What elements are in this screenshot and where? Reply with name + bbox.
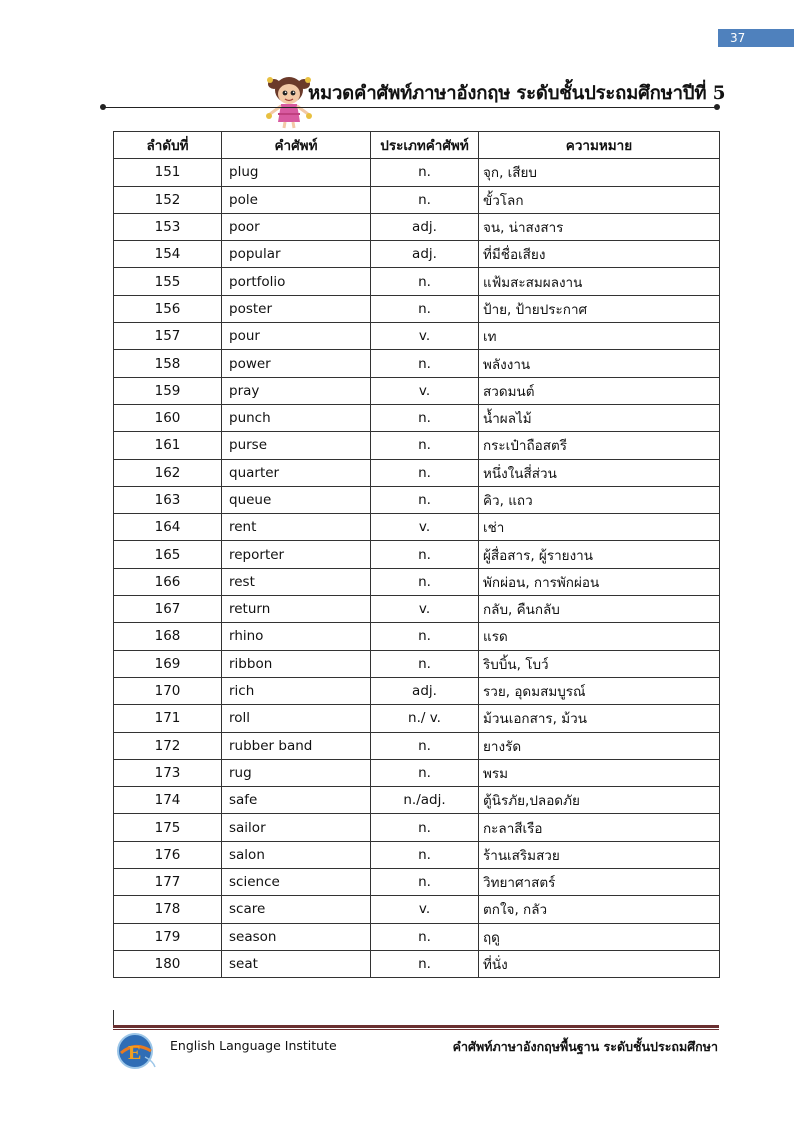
row-meaning: ร้านเสริมสวย: [479, 841, 720, 868]
page-title: หมวดคำศัพท์ภาษาอังกฤษ ระดับชั้นประถมศึกษาปีที่ 5: [308, 83, 726, 104]
row-word: punch: [222, 404, 371, 431]
table-row: [114, 268, 720, 295]
row-number: 159: [114, 377, 222, 404]
row-meaning: ที่มีชื่อเสียง: [479, 241, 720, 268]
row-number: 180: [114, 950, 222, 977]
row-type: v.: [371, 896, 479, 923]
row-word: reporter: [222, 541, 371, 568]
row-meaning: ตกใจ, กลัว: [479, 896, 720, 923]
row-type: n.: [371, 869, 479, 896]
row-meaning: กระเป๋าถือสตรี: [479, 432, 720, 459]
row-number: 161: [114, 432, 222, 459]
row-meaning: ริบบิ้น, โบว์: [479, 650, 720, 677]
row-meaning: คิว, แถว: [479, 486, 720, 513]
table-row: [114, 896, 720, 923]
row-number: 152: [114, 186, 222, 213]
row-meaning: พรม: [479, 759, 720, 786]
header-rule: [104, 107, 718, 108]
row-word: rhino: [222, 623, 371, 650]
row-type: v.: [371, 514, 479, 541]
row-word: pray: [222, 377, 371, 404]
row-word: popular: [222, 241, 371, 268]
row-meaning: ขั้วโลก: [479, 186, 720, 213]
row-number: 151: [114, 159, 222, 186]
footer-bar-thin: [113, 1029, 719, 1030]
row-word: rest: [222, 568, 371, 595]
institute-logo-icon: [115, 1031, 159, 1071]
table-row: [114, 596, 720, 623]
row-number: 158: [114, 350, 222, 377]
row-meaning: แรด: [479, 623, 720, 650]
row-type: v.: [371, 596, 479, 623]
row-number: 160: [114, 404, 222, 431]
header-rule-dot-right: [714, 104, 720, 110]
row-word: rich: [222, 677, 371, 704]
table-header-row: [114, 132, 720, 159]
row-word: poor: [222, 213, 371, 240]
row-word: salon: [222, 841, 371, 868]
vocabulary-table: [113, 131, 720, 978]
header-number: ลำดับที่: [114, 132, 222, 159]
table-row: [114, 350, 720, 377]
table-row: [114, 814, 720, 841]
table-row: [114, 377, 720, 404]
row-word: ribbon: [222, 650, 371, 677]
row-type: v.: [371, 323, 479, 350]
row-word: portfolio: [222, 268, 371, 295]
row-type: n.: [371, 568, 479, 595]
row-meaning: จุก, เสียบ: [479, 159, 720, 186]
row-type: n.: [371, 486, 479, 513]
table-row: [114, 841, 720, 868]
row-meaning: เช่า: [479, 514, 720, 541]
table-row: [114, 869, 720, 896]
row-type: adj.: [371, 213, 479, 240]
row-meaning: ยางรัด: [479, 732, 720, 759]
row-word: power: [222, 350, 371, 377]
row-type: v.: [371, 377, 479, 404]
table-row: [114, 404, 720, 431]
row-word: rent: [222, 514, 371, 541]
page-number: 37: [718, 29, 794, 47]
table-row: [114, 186, 720, 213]
row-word: sailor: [222, 814, 371, 841]
row-type: n.: [371, 814, 479, 841]
row-word: safe: [222, 787, 371, 814]
row-number: 173: [114, 759, 222, 786]
row-word: purse: [222, 432, 371, 459]
row-type: n.: [371, 186, 479, 213]
footer-tick: [113, 1010, 114, 1026]
row-number: 156: [114, 295, 222, 322]
row-type: n.: [371, 432, 479, 459]
row-meaning: ตู้นิรภัย,ปลอดภัย: [479, 787, 720, 814]
row-type: n.: [371, 159, 479, 186]
row-number: 171: [114, 705, 222, 732]
row-meaning: รวย, อุดมสมบูรณ์: [479, 677, 720, 704]
row-type: n.: [371, 923, 479, 950]
row-number: 172: [114, 732, 222, 759]
svg-text:E: E: [128, 1042, 142, 1064]
row-type: n./ v.: [371, 705, 479, 732]
row-number: 177: [114, 869, 222, 896]
row-word: scare: [222, 896, 371, 923]
row-number: 155: [114, 268, 222, 295]
row-word: quarter: [222, 459, 371, 486]
table-row: [114, 213, 720, 240]
row-number: 170: [114, 677, 222, 704]
row-number: 178: [114, 896, 222, 923]
row-meaning: สวดมนต์: [479, 377, 720, 404]
row-meaning: กะลาสีเรือ: [479, 814, 720, 841]
table-row: [114, 705, 720, 732]
table-row: [114, 623, 720, 650]
row-number: 169: [114, 650, 222, 677]
row-number: 179: [114, 923, 222, 950]
header-type: ประเภทคำศัพท์: [371, 132, 479, 159]
row-word: science: [222, 869, 371, 896]
table-row: [114, 568, 720, 595]
row-meaning: หนึ่งในสี่ส่วน: [479, 459, 720, 486]
row-meaning: กลับ, คืนกลับ: [479, 596, 720, 623]
row-type: n.: [371, 759, 479, 786]
row-number: 165: [114, 541, 222, 568]
row-type: n.: [371, 623, 479, 650]
row-word: return: [222, 596, 371, 623]
footer-book-title: คำศัพท์ภาษาอังกฤษพื้นฐาน ระดับชั้นประถมศึกษา: [452, 1039, 718, 1054]
row-type: adj.: [371, 677, 479, 704]
row-type: n.: [371, 268, 479, 295]
table-row: [114, 950, 720, 977]
row-word: season: [222, 923, 371, 950]
table-row: [114, 514, 720, 541]
footer-bar: [113, 1025, 719, 1028]
row-word: queue: [222, 486, 371, 513]
row-meaning: จน, น่าสงสาร: [479, 213, 720, 240]
row-word: pour: [222, 323, 371, 350]
row-meaning: น้ำผลไม้: [479, 404, 720, 431]
row-type: n.: [371, 650, 479, 677]
row-type: n.: [371, 459, 479, 486]
row-number: 153: [114, 213, 222, 240]
table-body: [114, 159, 720, 978]
row-type: n.: [371, 541, 479, 568]
row-word: roll: [222, 705, 371, 732]
row-meaning: ป้าย, ป้ายประกาศ: [479, 295, 720, 322]
table-row: [114, 732, 720, 759]
footer-institute-name: English Language Institute: [170, 1038, 337, 1053]
row-number: 166: [114, 568, 222, 595]
table-row: [114, 541, 720, 568]
row-type: n.: [371, 404, 479, 431]
header-meaning: ความหมาย: [479, 132, 720, 159]
row-type: n.: [371, 732, 479, 759]
table-row: [114, 459, 720, 486]
row-number: 168: [114, 623, 222, 650]
row-number: 176: [114, 841, 222, 868]
table-row: [114, 486, 720, 513]
row-type: n.: [371, 950, 479, 977]
row-word: pole: [222, 186, 371, 213]
row-number: 162: [114, 459, 222, 486]
row-word: rubber band: [222, 732, 371, 759]
row-word: plug: [222, 159, 371, 186]
row-number: 154: [114, 241, 222, 268]
header-word: คำศัพท์: [222, 132, 371, 159]
row-number: 175: [114, 814, 222, 841]
row-meaning: แฟ้มสะสมผลงาน: [479, 268, 720, 295]
row-number: 174: [114, 787, 222, 814]
row-number: 163: [114, 486, 222, 513]
table-row: [114, 787, 720, 814]
row-meaning: ผู้สื่อสาร, ผู้รายงาน: [479, 541, 720, 568]
table-row: [114, 432, 720, 459]
row-number: 167: [114, 596, 222, 623]
row-word: seat: [222, 950, 371, 977]
row-meaning: วิทยาศาสตร์: [479, 869, 720, 896]
row-word: rug: [222, 759, 371, 786]
table-row: [114, 677, 720, 704]
row-meaning: เท: [479, 323, 720, 350]
row-meaning: พักผ่อน, การพักผ่อน: [479, 568, 720, 595]
row-type: n./adj.: [371, 787, 479, 814]
row-meaning: พลังงาน: [479, 350, 720, 377]
row-type: n.: [371, 350, 479, 377]
row-word: poster: [222, 295, 371, 322]
row-number: 164: [114, 514, 222, 541]
table-row: [114, 159, 720, 186]
row-meaning: ม้วนเอกสาร, ม้วน: [479, 705, 720, 732]
table-row: [114, 650, 720, 677]
table-row: [114, 241, 720, 268]
row-number: 157: [114, 323, 222, 350]
row-type: adj.: [371, 241, 479, 268]
row-type: n.: [371, 841, 479, 868]
table-row: [114, 323, 720, 350]
table-row: [114, 759, 720, 786]
row-meaning: ฤดู: [479, 923, 720, 950]
table-row: [114, 295, 720, 322]
row-meaning: ที่นั่ง: [479, 950, 720, 977]
row-type: n.: [371, 295, 479, 322]
table-row: [114, 923, 720, 950]
